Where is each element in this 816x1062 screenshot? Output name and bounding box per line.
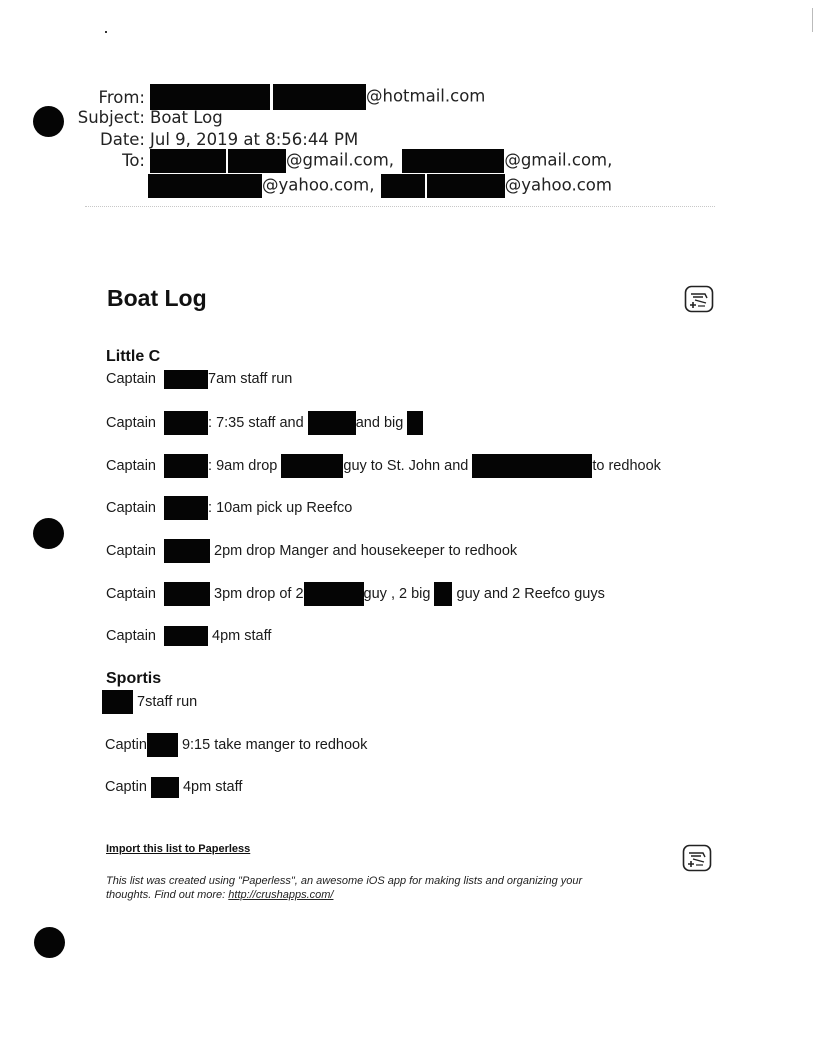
redaction	[472, 454, 592, 478]
punch-hole-middle	[33, 518, 64, 549]
log-entry: Captin 4pm staff	[105, 776, 242, 798]
redaction	[381, 174, 425, 198]
to-label: To:	[122, 151, 145, 170]
scan-speck	[105, 31, 107, 33]
log-entry: 7staff run	[102, 690, 197, 712]
redaction	[407, 411, 423, 435]
section-title-sportis: Sportis	[106, 670, 162, 687]
from-value	[150, 84, 485, 110]
log-entry: Captain 7am staff run	[106, 371, 293, 388]
redaction	[148, 174, 262, 198]
redaction	[150, 149, 226, 173]
footer-note-line-2: thoughts. Find out more: http://crushapps.com/	[106, 889, 334, 901]
redaction	[102, 690, 133, 714]
header-divider	[85, 206, 715, 207]
redaction	[308, 411, 356, 435]
redaction	[151, 777, 179, 798]
redaction	[164, 454, 208, 478]
subject-label: Subject:	[77, 108, 145, 127]
footer-note	[106, 874, 646, 902]
redaction	[164, 370, 208, 389]
scan-edge-mark	[812, 8, 813, 32]
document-title: Boat Log	[107, 285, 207, 311]
redaction	[164, 496, 208, 520]
from-label: From:	[98, 88, 145, 107]
redaction	[434, 582, 452, 606]
log-entry: Captain 4pm staff	[106, 628, 272, 645]
redaction	[164, 411, 208, 435]
redaction	[164, 626, 208, 646]
date-value: Jul 9, 2019 at 8:56:44 PM	[150, 130, 359, 149]
redaction	[164, 582, 210, 606]
section-title-little-c: Little C	[106, 348, 161, 365]
subject-value: Boat Log	[150, 108, 223, 127]
redaction	[273, 84, 366, 110]
log-entry: Captin 9:15 take manger to redhook	[105, 733, 367, 755]
to-line-2	[148, 174, 612, 198]
redaction	[164, 539, 210, 563]
crushapps-link[interactable]: http://crushapps.com/	[228, 889, 334, 901]
to-address-4: @yahoo.com	[504, 175, 612, 195]
redaction	[304, 582, 364, 606]
redaction	[402, 149, 504, 173]
to-address-1: @gmail.com,	[286, 150, 395, 170]
log-entry: Captain : 10am pick up Reefco	[106, 496, 352, 518]
punch-hole-bottom	[34, 927, 65, 958]
log-entry: Captain : 9am drop guy to St. John and to redhook	[106, 454, 661, 476]
footer-note-line-1: This list was created using "Paperless", an awesome iOS app for making lists and organizing your	[106, 875, 583, 887]
redaction	[427, 174, 505, 198]
to-line-1	[150, 149, 612, 173]
redaction	[228, 149, 286, 173]
redaction	[281, 454, 343, 478]
import-to-paperless-link[interactable]: Import this list to Paperless	[106, 843, 251, 855]
paperless-app-icon	[684, 285, 714, 313]
redaction	[150, 84, 270, 110]
redaction	[147, 733, 178, 757]
log-entry: Captain 2pm drop Manger and housekeeper to redhook	[106, 539, 517, 561]
from-domain: @hotmail.com	[366, 86, 486, 106]
to-address-2: @gmail.com,	[504, 150, 613, 170]
to-address-3: @yahoo.com,	[262, 175, 375, 195]
date-label: Date:	[100, 130, 145, 149]
log-entry: Captain 3pm drop of 2 guy , 2 big guy and 2 Reefco guys	[106, 582, 605, 604]
log-entry: Captain : 7:35 staff and and big	[106, 411, 423, 433]
paperless-app-icon	[682, 844, 712, 872]
